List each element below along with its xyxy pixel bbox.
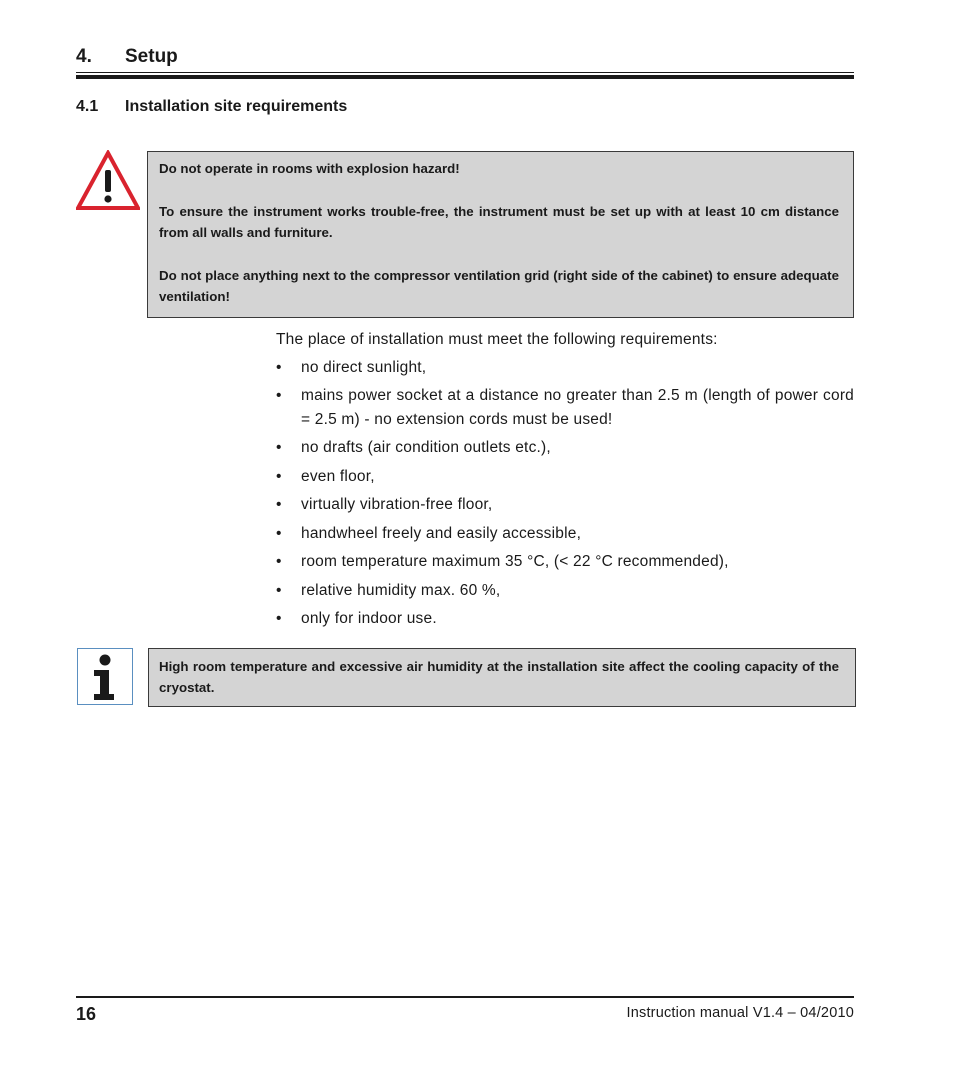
list-item-text: mains power socket at a distance no greater than 2.5 m (length of power cord = 2.5 m) - no extension cords must be used! [301, 387, 854, 428]
info-icon [77, 648, 133, 705]
info-text: High room temperature and excessive air humidity at the installation site affect the cooling capacity of the cryostat. [159, 659, 839, 695]
info-box [148, 648, 856, 707]
warning-box [147, 151, 854, 318]
list-item [276, 550, 854, 574]
list-item [276, 465, 854, 489]
list-item [276, 436, 854, 460]
list-item [276, 356, 854, 380]
list-item-text: handwheel freely and easily accessible, [301, 524, 582, 542]
footer-rule [76, 996, 854, 998]
bullet: • [276, 439, 282, 456]
header-rule-thin [76, 72, 854, 73]
section-number: 4.1 [76, 98, 99, 115]
bullet: • [276, 553, 282, 570]
chapter-heading [76, 46, 854, 72]
list-item-text: no drafts (air condition outlets etc.), [301, 439, 551, 456]
chapter-number: 4. [76, 46, 92, 67]
list-item-text: even floor, [301, 467, 375, 485]
warning-triangle-icon [76, 150, 140, 210]
header-rule-thick [76, 75, 854, 79]
bullet: • [276, 467, 282, 485]
bullet: • [276, 524, 282, 542]
document-version: Instruction manual V1.4 – 04/2010 [626, 1005, 854, 1021]
list-item [276, 607, 854, 631]
bullet: • [276, 387, 282, 404]
list-item [276, 384, 854, 431]
list-item-text: only for indoor use. [301, 610, 437, 627]
page-number: 16 [76, 1004, 97, 1024]
requirements-list [276, 356, 854, 631]
bullet: • [276, 358, 282, 376]
list-item-text: room temperature maximum 35 °C, (< 22 °C recommended), [301, 553, 729, 570]
list-item [276, 579, 854, 603]
bullet: • [276, 496, 282, 513]
list-item [276, 493, 854, 517]
requirements-intro: The place of installation must meet the following requirements: [276, 331, 718, 348]
list-item-text: virtually vibration-free floor, [301, 496, 493, 513]
warning-line-ventilation: Do not place anything next to the compressor ventilation grid (right side of the cabinet) to ensure adequate ventilation! [159, 268, 839, 304]
bullet: • [276, 610, 282, 627]
section-title: Installation site requirements [125, 98, 348, 115]
list-item [276, 522, 854, 546]
bullet: • [276, 581, 282, 599]
requirements-section [276, 328, 854, 636]
warning-line-explosion: Do not operate in rooms with explosion hazard! [159, 161, 460, 176]
list-item-text: relative humidity max. 60 %, [301, 581, 501, 599]
section-heading [76, 98, 576, 120]
list-item-text: no direct sunlight, [301, 358, 427, 376]
chapter-title: Setup [125, 46, 178, 67]
warning-line-distance: To ensure the instrument works trouble-free, the instrument must be set up with at least 10 cm distance from all walls and furniture. [159, 204, 839, 240]
